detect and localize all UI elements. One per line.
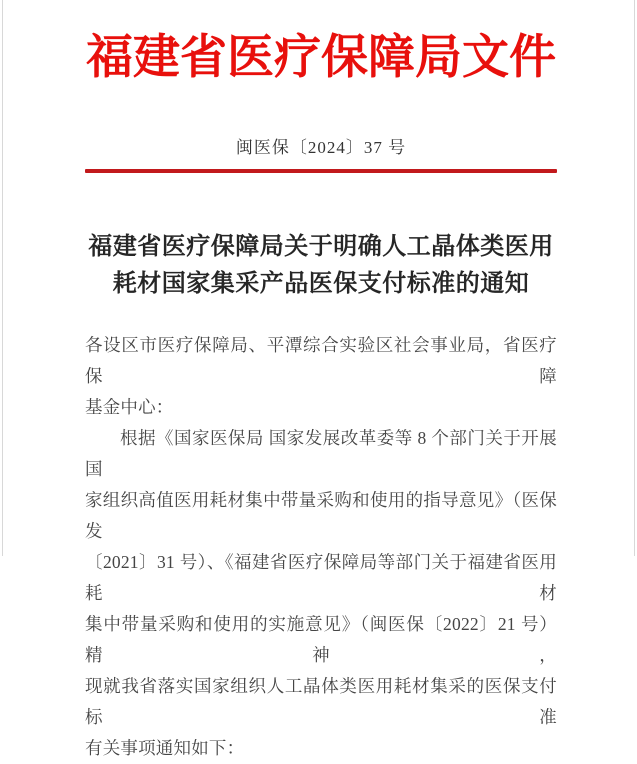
document-number: 闽医保〔2024〕37 号 xyxy=(235,138,407,157)
body-line-paragraph-2: 家组织高值医用耗材集中带量采购和使用的指导意见》（医保发 xyxy=(85,490,557,541)
body-line-paragraph-3: 〔2021〕31 号）、《福建省医疗保障局等部门关于福建省医用耗材 xyxy=(85,552,557,603)
body-line-paragraph-1: 根据《国家医保局 国家发展改革委等 8 个部门关于开展国 xyxy=(85,428,557,479)
body-line-salutation-1: 各设区市医疗保障局、平潭综合实验区社会事业局，省医疗保障 xyxy=(85,335,557,386)
body-line-salutation-2: 基金中心： xyxy=(85,397,174,417)
document-title-line-2: 耗材国家集采产品医保支付标准的通知 xyxy=(112,271,530,297)
body-line-paragraph-5: 现就我省落实国家组织人工晶体类医用耗材集采的医保支付标准 xyxy=(85,676,557,727)
body-line-paragraph-6-clipped: 有关事项通知如下： xyxy=(85,738,245,758)
document-title-line-1: 福建省医疗保障局关于明确人工晶体类医用 xyxy=(88,234,554,260)
agency-header-title: 福建省医疗保障局文件 xyxy=(86,32,556,84)
document-content xyxy=(85,0,557,764)
body-line-paragraph-4: 集中带量采购和使用的实施意见》（闽医保〔2022〕21 号）精神， xyxy=(85,614,557,665)
page-right-edge-line xyxy=(634,0,635,556)
red-divider-line xyxy=(85,169,557,173)
document-title xyxy=(85,229,557,303)
page-left-edge-line xyxy=(2,0,3,556)
document-body xyxy=(85,330,557,764)
